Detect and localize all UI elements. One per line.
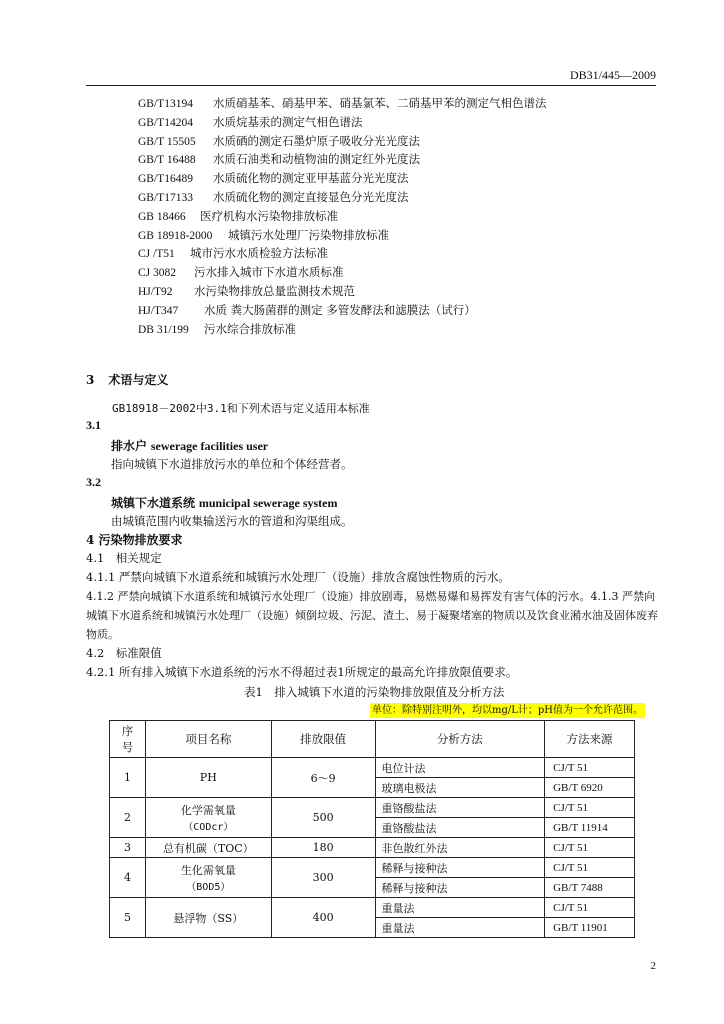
cell-source: GB/T 11901 <box>545 918 635 938</box>
reference-list <box>138 94 547 338</box>
term-number: 3.2 <box>86 475 101 489</box>
reference-code: GB/T 16488 <box>138 154 196 167</box>
reference-title: 水质硫化物的测定亚甲基蓝分光光度法 <box>213 171 409 186</box>
reference-item <box>138 282 547 301</box>
reference-code: GB 18918-2000 <box>138 229 213 242</box>
table-row <box>110 898 635 918</box>
reference-item <box>138 244 547 263</box>
clause-4-1-2: 4.1.2 严禁向城镇下水道系统和城镇污水处理厂（设施）排放剧毒，易燃易爆和易挥发有害气体的污水。4.1.3 严禁向城镇下水道系统和城镇污水处理厂（设施）倾倒垃圾、污泥、渣土、易于凝聚堵塞的物质以及饮食业潲水油及固体废弃物质。 <box>86 590 658 641</box>
cell-item-line1: 生化需氧量 <box>180 864 236 877</box>
term-en: municipal sewerage system <box>198 496 338 510</box>
reference-code: GB/T14204 <box>138 116 193 129</box>
section-3-number: 3 <box>86 373 95 387</box>
cell-no: 5 <box>110 898 146 938</box>
cell-source: GB/T 11914 <box>545 818 635 838</box>
reference-code: CJ /T51 <box>138 248 175 261</box>
header-source: 方法来源 <box>545 721 635 758</box>
header-serial-no: 序号 <box>110 721 146 758</box>
clause-4-2-1: 4.2.1 所有排入城镇下水道系统的污水不得超过表1所规定的最高允许排放限值要求。 <box>86 665 518 679</box>
cell-source: GB/T 6920 <box>545 778 635 798</box>
term-number: 3.1 <box>86 418 101 432</box>
cell-source: GB/T 7488 <box>545 878 635 898</box>
reference-title: 医疗机构水污染物排放标准 <box>200 208 338 223</box>
header-limit: 排放限值 <box>271 721 375 758</box>
reference-title: 水质硫化物的测定直接显色分光光度法 <box>213 189 409 204</box>
reference-item <box>138 320 547 339</box>
reference-code: GB/T13194 <box>138 98 193 110</box>
reference-title: 污水排入城市下水道水质标准 <box>194 265 344 280</box>
clause-4-1-1: 4.1.1 严禁向城镇下水道系统和城镇污水处理厂（设施）排放含腐蚀性物质的污水。 <box>86 570 510 584</box>
unit-note: 单位：除特别注明外，均以mg/L计；pH值为一个允许范围。 <box>372 705 644 716</box>
cell-method: 稀释与接种法 <box>375 878 545 898</box>
cell-item-line1: 化学需氧量 <box>180 804 236 817</box>
reference-item <box>138 226 547 245</box>
reference-title: 城镇污水处理厂污染物排放标准 <box>228 227 389 242</box>
term-definition: 由城镇范围内收集输送污水的管道和沟渠组成。 <box>111 514 353 528</box>
cell-limit: 6～9 <box>271 758 375 798</box>
term-en: sewerage facilities user <box>150 439 269 453</box>
header-method: 分析方法 <box>375 721 545 758</box>
reference-code: GB/T16489 <box>138 173 193 186</box>
document-number: DB31/445—2009 <box>569 68 656 82</box>
reference-title: 水质石油类和动植物油的测定红外光度法 <box>213 152 420 167</box>
reference-item <box>138 301 547 320</box>
cell-limit: 400 <box>271 898 375 938</box>
term-cn: 城镇下水道系统 <box>111 496 196 510</box>
reference-code: DB 31/199 <box>138 323 189 336</box>
table-caption: 表1 排入城镇下水道的污染物排放限值及分析方法 <box>244 685 505 699</box>
header-item-name: 项目名称 <box>145 721 271 758</box>
cell-limit: 500 <box>271 798 375 838</box>
reference-title: 水污染物排放总量监测技术规范 <box>194 283 355 298</box>
cell-item-line2: （CODcr） <box>183 822 234 833</box>
cell-item-line2: （BOD5） <box>186 882 231 893</box>
reference-item <box>138 132 547 151</box>
reference-code: GB 18466 <box>138 210 186 223</box>
cell-source: CJ/T 51 <box>545 898 635 918</box>
cell-source: CJ/T 51 <box>545 798 635 818</box>
cell-limit: 300 <box>271 858 375 898</box>
term-heading <box>111 494 338 511</box>
cell-method: 重量法 <box>375 918 545 938</box>
table-row <box>110 858 635 878</box>
reference-item <box>138 113 547 132</box>
reference-item <box>138 263 547 282</box>
cell-method: 玻璃电极法 <box>375 778 545 798</box>
table-row <box>110 838 635 858</box>
reference-item <box>138 150 547 169</box>
table-row <box>110 758 635 778</box>
section-3-heading <box>86 371 168 388</box>
subsection-4-2-heading: 4.2 标准限值 <box>86 646 162 660</box>
cell-limit: 180 <box>271 838 375 858</box>
table-row <box>110 798 635 818</box>
reference-title: 水质硒的测定石墨炉原子吸收分光光度法 <box>213 133 420 148</box>
term-cn: 排水户 <box>111 439 148 453</box>
cell-item <box>145 798 271 838</box>
cell-method: 重铬酸盐法 <box>375 818 545 838</box>
reference-code: HJ/T347 <box>138 304 179 317</box>
reference-code: CJ 3082 <box>138 267 177 280</box>
term-heading <box>111 437 268 454</box>
cell-item: 总有机碳（TOC） <box>145 838 271 858</box>
cell-item: PH <box>145 758 271 798</box>
cell-no: 3 <box>110 838 146 858</box>
reference-title: 污水综合排放标准 <box>204 321 296 336</box>
cell-no: 1 <box>110 758 146 798</box>
reference-title: 水质硝基苯、硝基甲苯、硝基氯苯、二硝基甲苯的测定气相色谱法 <box>213 96 547 110</box>
reference-code: GB/T17133 <box>138 191 193 204</box>
cell-no: 2 <box>110 798 146 838</box>
table-header-row <box>110 721 635 758</box>
reference-item <box>138 207 547 226</box>
reference-code: GB/T 15505 <box>138 135 196 148</box>
reference-item <box>138 188 547 207</box>
cell-no: 4 <box>110 858 146 898</box>
reference-item <box>138 94 547 113</box>
section-4-heading: 4 污染物排放要求 <box>86 533 183 547</box>
header-rule <box>86 85 656 86</box>
section-3-intro: GB18918－2002中3.1和下列术语与定义适用本标准 <box>112 402 370 415</box>
reference-title: 水质 粪大肠菌群的测定 多管发酵法和滤膜法（试行） <box>204 302 476 317</box>
cell-method: 稀释与接种法 <box>375 858 545 878</box>
cell-source: CJ/T 51 <box>545 858 635 878</box>
reference-title: 水质烷基汞的测定气相色谱法 <box>213 114 363 129</box>
section-3-title: 术语与定义 <box>108 373 169 387</box>
cell-method: 非色散红外法 <box>375 838 545 858</box>
reference-item <box>138 169 547 188</box>
cell-source: CJ/T 51 <box>545 838 635 858</box>
cell-method: 重量法 <box>375 898 545 918</box>
subsection-4-1-heading: 4.1 相关规定 <box>86 551 162 565</box>
cell-item <box>145 858 271 898</box>
reference-title: 城市污水水质检验方法标准 <box>190 246 328 261</box>
reference-code: HJ/T92 <box>138 285 173 298</box>
page-number: 2 <box>650 960 656 972</box>
cell-source: CJ/T 51 <box>545 758 635 778</box>
cell-method: 电位计法 <box>375 758 545 778</box>
term-definition: 指向城镇下水道排放污水的单位和个体经营者。 <box>111 457 353 471</box>
cell-item: 悬浮物（SS） <box>145 898 271 938</box>
cell-method: 重铬酸盐法 <box>375 798 545 818</box>
pollutant-limits-table <box>109 720 635 938</box>
